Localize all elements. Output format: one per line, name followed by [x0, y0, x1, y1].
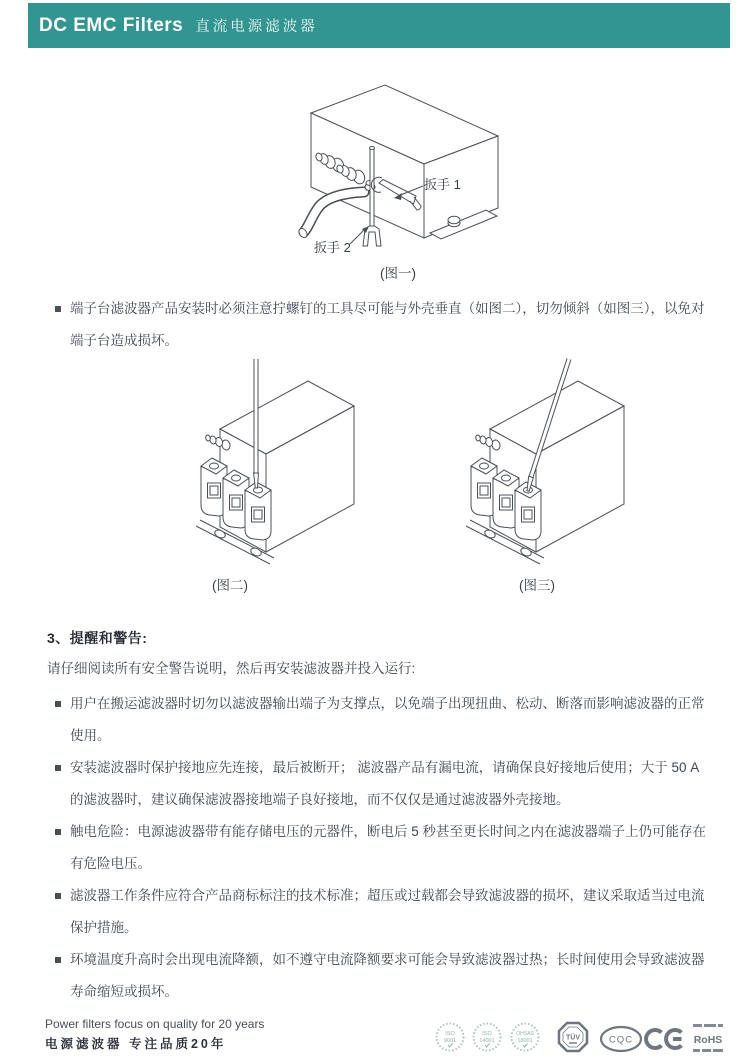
warning-item — [55, 944, 715, 1008]
tuv-badge-icon — [559, 1023, 587, 1051]
figure2-line-art — [150, 357, 370, 572]
bullet-square-icon — [55, 765, 61, 771]
install-note — [55, 293, 715, 357]
ce-mark-icon — [646, 1030, 681, 1048]
warning-item — [55, 752, 715, 816]
figure1-line-art — [278, 80, 518, 265]
wrench2-label: 扳手 2 — [314, 240, 351, 255]
bullet-square-icon — [55, 957, 61, 963]
warning-text: 滤波器工作条件应符合产品商标标注的技术标准；超压或过载都会导致滤波器的损坏，建议采取适当过电流保护措施。 — [70, 888, 705, 935]
warning-text: 环境温度升高时会出现电流降额，如不遵守电流降额要求可能会导致滤波器过热；长时间使用会导致滤波器寿命缩短或损坏。 — [70, 952, 705, 999]
iso14001-line1: ISO — [482, 1031, 492, 1037]
rohs-badge-icon — [693, 1024, 723, 1052]
warning-text: 安装滤波器时保护接地应先连接，最后被断开； 滤波器产品有漏电流，请确保良好接地后使用；大于 50 A 的滤波器时，建议确保滤波器接地端子良好接地，而不仅仅是通过滤波器外壳接地。 — [70, 760, 699, 807]
install-note-text: 端子台滤波器产品安装时必须注意拧螺钉的工具尽可能与外壳垂直（如图二），切勿倾斜（如图三），以免对端子台造成损坏。 — [70, 301, 705, 348]
figure3-tilted-screwdriver-drawing — [420, 357, 640, 572]
footer-tagline-en: Power filters focus on quality for 20 years — [45, 1017, 265, 1031]
section3-intro: 请仔细阅读所有安全警告说明，然后再安装滤波器并投入运行: — [47, 661, 416, 676]
rohs-label: RoHS — [693, 1034, 723, 1046]
bullet-square-icon — [55, 701, 61, 707]
bullet-square-icon — [55, 306, 61, 312]
warning-item — [55, 816, 715, 880]
figure1-wrench-installation-drawing — [278, 80, 518, 265]
iso14001-badge-icon — [474, 1024, 501, 1051]
certification-badges — [430, 1012, 730, 1060]
bullet-square-icon — [55, 893, 61, 899]
figure3-caption: (图三) — [519, 578, 555, 593]
tuv-label: TÜV — [566, 1034, 580, 1042]
warning-text: 用户在搬运滤波器时切勿以滤波器输出端子为支撑点，以免端子出现扭曲、松动、断落而影响滤波器的正常使用。 — [70, 696, 705, 743]
ohsas18001-badge-icon — [512, 1024, 539, 1051]
footer-tagline-zh: 电源滤波器 专注品质20年 — [45, 1037, 227, 1051]
ohsas-line1: OHSAS — [516, 1031, 534, 1037]
warning-item — [55, 688, 715, 752]
bullet-square-icon — [55, 829, 61, 835]
iso14001-line2: 14001 — [479, 1038, 495, 1044]
iso9001-line1: ISO — [445, 1031, 455, 1037]
page-title-zh: 直流电源滤波器 — [195, 19, 318, 35]
warning-text: 触电危险：电源滤波器带有能存储电压的元器件，断电后 5 秒甚至更长时间之内在滤波器端子上仍可能存在有危险电压。 — [70, 824, 707, 871]
figure2-vertical-screwdriver-drawing — [150, 357, 370, 572]
iso9001-badge-icon — [437, 1024, 464, 1051]
cqc-badge-icon — [601, 1027, 641, 1051]
figure1-caption: (图一) — [380, 266, 416, 281]
ohsas-line2: 18001 — [517, 1038, 533, 1044]
iso9001-line2: 9001 — [443, 1038, 457, 1044]
warning-list — [0, 688, 751, 1008]
header-bar — [28, 3, 730, 48]
figure3-line-art — [420, 357, 640, 572]
cqc-label: CQC — [608, 1034, 634, 1046]
page-title-en: DC EMC Filters — [39, 14, 184, 36]
warning-item — [55, 880, 715, 944]
certification-badges-art — [430, 1012, 730, 1060]
figure2-caption: (图二) — [212, 578, 248, 593]
section3-heading: 3、提醒和警告: — [47, 630, 148, 646]
wrench1-label: 扳手 1 — [424, 177, 461, 192]
screwdriver-vertical — [254, 359, 259, 488]
